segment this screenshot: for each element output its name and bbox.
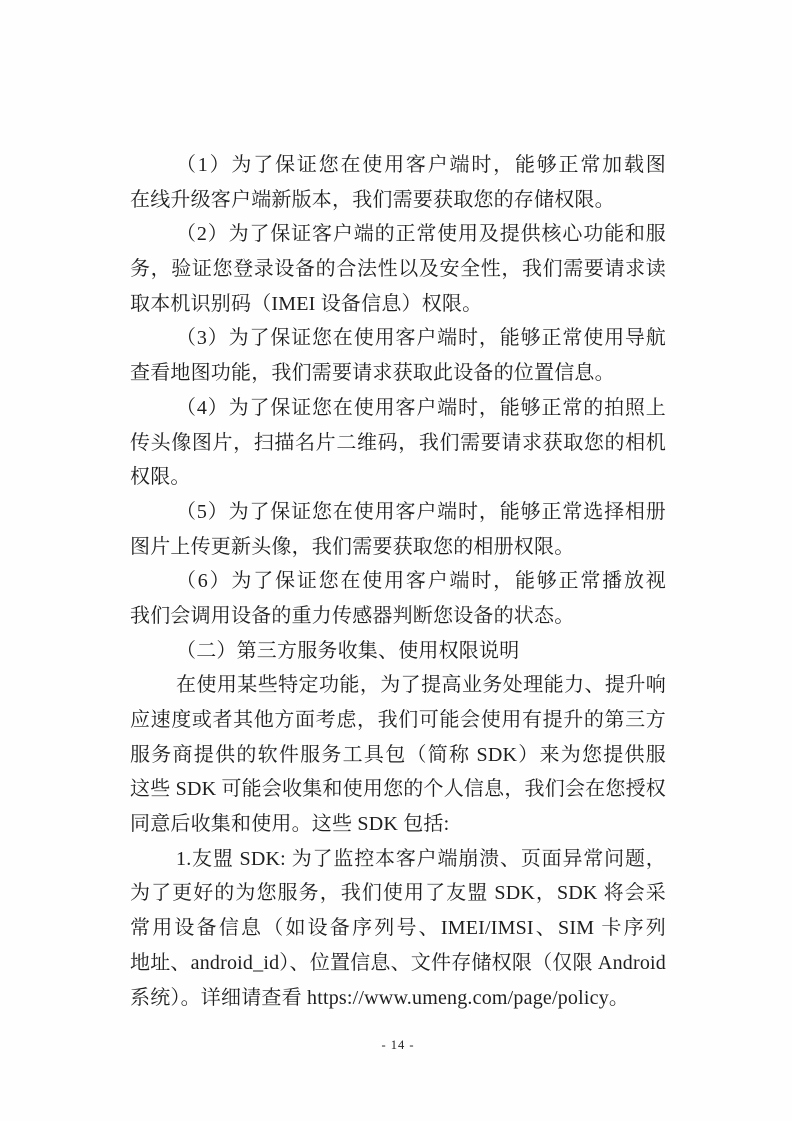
text-line: （5）为了保证您在使用客户端时，能够正常选择相册 xyxy=(176,500,666,523)
text-line: 这些 SDK 可能会收集和使用您的个人信息，我们会在您授权 xyxy=(130,778,666,801)
text-line: 我们会调用设备的重力传感器判断您设备的状态。 xyxy=(130,604,575,627)
text-line: 取本机识别码（IMEI 设备信息）权限。 xyxy=(130,292,483,315)
text-line: （4）为了保证您在使用客户端时，能够正常的拍照上 xyxy=(176,396,666,419)
page-footer xyxy=(130,1036,666,1054)
text-line: （1）为了保证您在使用客户端时，能够正常加载图 xyxy=(176,154,666,176)
text-line: 图片上传更新头像，我们需要获取您的相册权限。 xyxy=(130,535,575,558)
text-line: 服务商提供的软件服务工具包（简称 SDK）来为您提供服 xyxy=(130,743,666,766)
text-line: （6）为了保证您在使用客户端时，能够正常播放视 xyxy=(176,570,666,593)
document-body xyxy=(130,148,666,1015)
text-line: 传头像图片，扫描名片二维码，我们需要请求获取您的相机 xyxy=(130,431,666,454)
text-line: 在线升级客户端新版本，我们需要获取您的存储权限。 xyxy=(130,188,615,211)
text-line: 权限。 xyxy=(130,466,191,489)
text-line: 应速度或者其他方面考虑，我们可能会使用有提升的第三方 xyxy=(130,709,666,731)
page-number: - 14 - xyxy=(381,1038,415,1052)
text-line: （2）为了保证客户端的正常使用及提供核心功能和服 xyxy=(176,223,666,246)
text-line: 1.友盟 SDK: 为了监控本客户端崩溃、页面异常问题， xyxy=(176,847,666,870)
text-line: 在使用某些特定功能，为了提高业务处理能力、提升响 xyxy=(176,674,666,697)
text-line: （二）第三方服务收集、使用权限说明 xyxy=(176,639,520,662)
text-line: 查看地图功能，我们需要请求获取此设备的位置信息。 xyxy=(130,362,615,385)
text-line: 为了更好的为您服务，我们使用了友盟 SDK，SDK 将会采 xyxy=(130,882,666,905)
text-line: 常用设备信息（如设备序列号、IMEI/IMSI、SIM 卡序列 xyxy=(130,917,666,940)
text-line: 系统）。详细请查看 https://www.umeng.com/page/policy。 xyxy=(130,986,630,1009)
text-line: 地址、android_id）、位置信息、文件存储权限（仅限 Android xyxy=(130,951,666,974)
text-line: 务，验证您登录设备的合法性以及安全性，我们需要请求读 xyxy=(130,258,666,281)
text-line: （3）为了保证您在使用客户端时，能够正常使用导航 xyxy=(176,327,666,350)
text-line: 同意后收集和使用。这些 SDK 包括: xyxy=(130,813,450,836)
